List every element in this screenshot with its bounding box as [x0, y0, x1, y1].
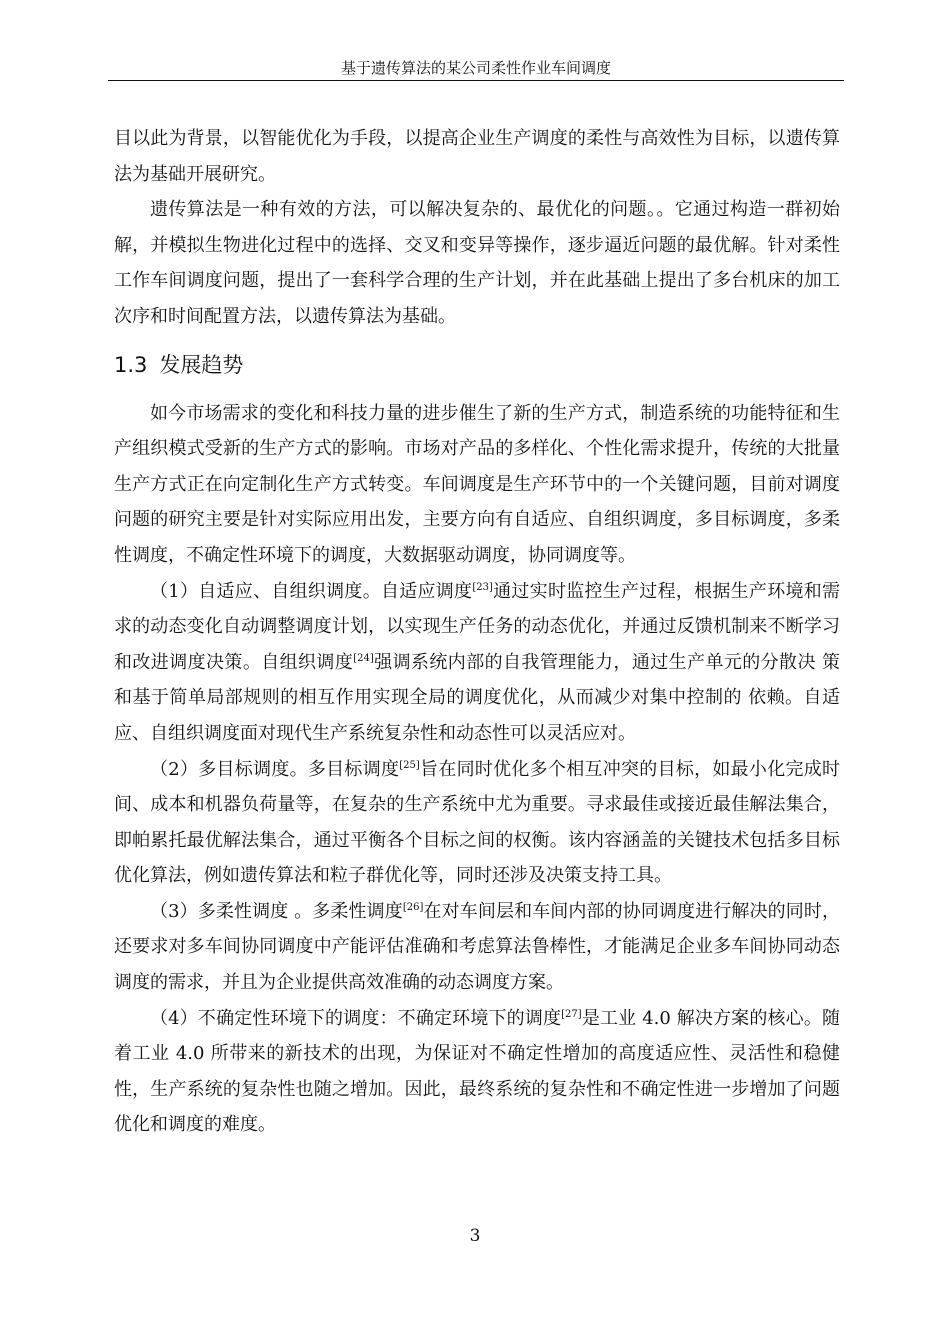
paragraph-continuation: 目以此为背景，以智能优化为手段，以提高企业生产调度的柔性与高效性为目标，以遗传算法为基础开展研究。 [114, 128, 840, 185]
section-title: 发展趋势 [159, 352, 244, 377]
section-heading [114, 350, 840, 380]
item1-text-c: 强调系统内部的自我管理能力，通过生产单元的分散决 策和基于简单局部规则的相互作用实现全局的调度优化，从而减少对集中控制的 依赖。自适应、自组织调度面对现代生产系统复杂性和动态性可以灵活应对。 [114, 651, 840, 744]
item2-text-b: 旨在同时优化多个相互冲突的目标，如最小化完成时间、成本和机器负荷量等，在复杂的生产系统中尤为重要。寻求最佳或接近最佳解法集合，即帕累托最优解法集合，通过平衡各个目标之间的权衡。该内容涵盖的关键技术包括多目标优化算法，例如遗传算法和粒子群优化等，同时还涉及决策支持工具。 [114, 758, 841, 887]
item4-text-a: （4）不确定性环境下的调度：不确定环境下的调度 [150, 1007, 562, 1029]
item1-text-a: （1）自适应、自组织调度。自适应调度 [150, 580, 473, 602]
citation-23: [23] [472, 581, 493, 593]
list-item-multi-objective-scheduling [114, 752, 840, 894]
item3-text-a: （3）多柔性调度 。多柔性调度 [150, 900, 403, 922]
section-number: 1.3 [114, 352, 148, 377]
item3-text-b: 在对车间层和车间内部的协同调度进行解决的同时，还要求对多车间协同调度中产能评估准确和考虑算法鲁棒性，才能满足企业多车间协同动态调度的需求，并且为企业提供高效准确的动态调度方案。 [114, 900, 840, 994]
citation-24: [24] [353, 652, 374, 664]
list-item-uncertain-environment-scheduling [114, 1001, 840, 1143]
item4-text-b: 是工业 4.0 解决方案的核心。随着工业 4.0 所带来的新技术的出现，为保证对不确定性增加的高度适应性、灵活性和稳健性，生产系统的复杂性也随之增加。因此，最终系统的复杂性和不确定性进一步增加了问题优化和调度的难度。 [114, 1007, 840, 1136]
paragraph-genetic-algorithm: 遗传算法是一种有效的方法，可以解决复杂的、最优化的问题。。它通过构造一群初始解，并模拟生物进化过程中的选择、交叉和变异等操作，逐步逼近问题的最优解。针对柔性工作车间调度问题，提出了一套科学合理的生产计划，并在此基础上提出了多台机床的加工次序和时间配置方法，以遗传算法为基础。 [114, 199, 840, 327]
citation-27: [27] [561, 1008, 582, 1020]
citation-26: [26] [402, 901, 424, 913]
list-item-multi-flexibility-scheduling [114, 894, 840, 1001]
item1-text-b: 通过实时监控生产过程，根据生产环境和需求的动态变化自动调整调度计划，以实现生产任务的动态优化，并通过反馈机制来不断学习和改进调度决策。自组织调度 [114, 580, 841, 673]
page-number: 3 [469, 1226, 481, 1246]
list-item-adaptive-scheduling [114, 574, 840, 752]
header-divider [108, 80, 844, 81]
page-body [114, 121, 840, 1143]
item2-text-a: （2）多目标调度。多目标调度 [150, 758, 400, 780]
paragraph-intro: 如今市场需求的变化和科技力量的进步催生了新的生产方式，制造系统的功能特征和生产组织模式受新的生产方式的影响。市场对产品的多样化、个性化需求提升，传统的大批量生产方式正在向定制化生产方式转变。车间调度是生产环节中的一个关键问题，目前对调度问题的研究主要是针对实际应用出发，主要方向有自适应、自组织调度，多目标调度，多柔性调度，不确定性环境下的调度，大数据驱动调度，协同调度等。 [114, 402, 840, 566]
running-header: 基于遗传算法的某公司柔性作业车间调度 [340, 59, 611, 77]
citation-25: [25] [399, 759, 420, 771]
